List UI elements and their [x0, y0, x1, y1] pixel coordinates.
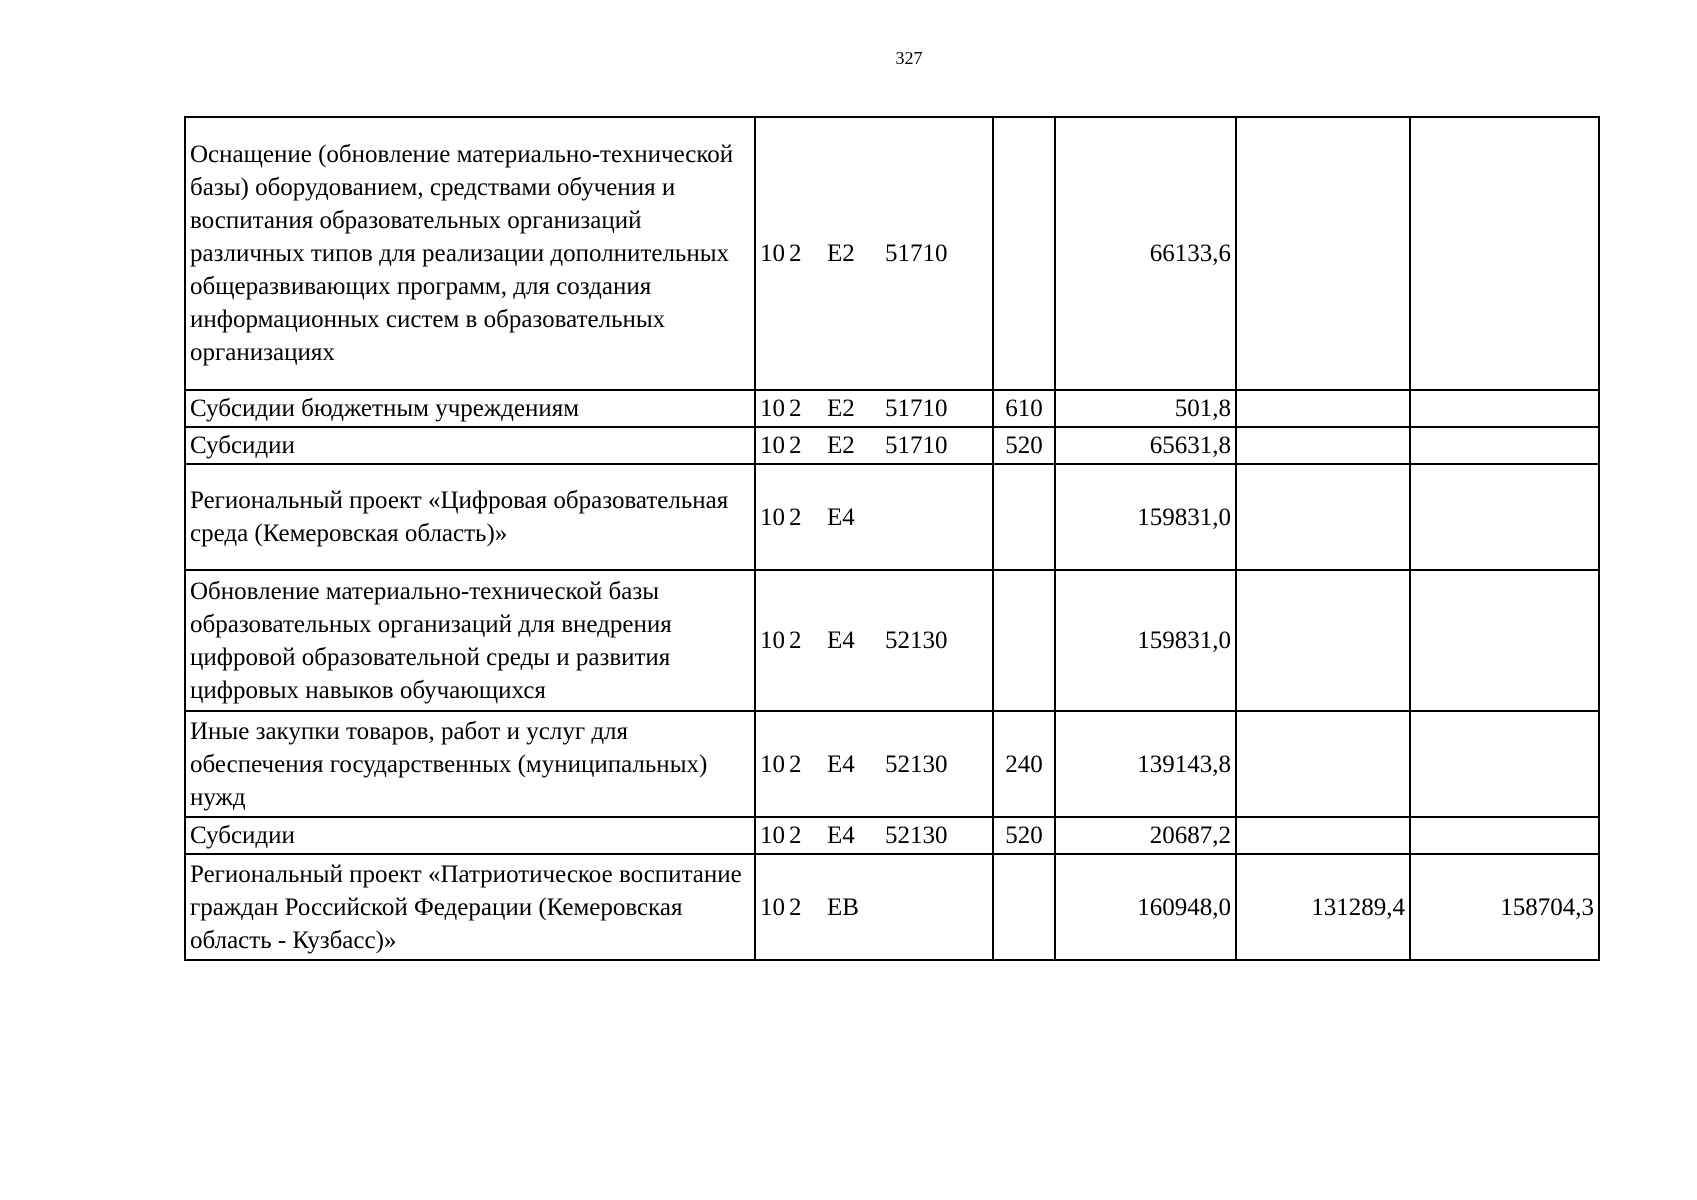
sum-2	[1236, 570, 1410, 711]
project-code: E4	[827, 822, 855, 849]
article-code: 51710	[885, 240, 948, 267]
sum-3	[1410, 427, 1599, 464]
expense-type: 520	[993, 817, 1055, 854]
sum-3: 158704,3	[1410, 854, 1599, 960]
row-name: Региональный проект «Патриотическое воспитание граждан Российской Федерации (Кемеровская область - Кузбасс)»	[185, 854, 755, 960]
sum-2	[1236, 117, 1410, 390]
sum-1: 20687,2	[1055, 817, 1236, 854]
project-code: E4	[827, 503, 855, 531]
row-name: Субсидии	[185, 427, 755, 464]
expense-type	[993, 117, 1055, 390]
project-code: EB	[827, 893, 859, 921]
row-name: Субсидии бюджетным учреждениям	[185, 390, 755, 427]
subsection-code: 2	[789, 750, 802, 778]
row-code	[755, 711, 993, 817]
section-code: 10	[760, 432, 785, 459]
article-code: 51710	[885, 395, 948, 422]
section-code: 10	[760, 240, 785, 267]
budget-table-body	[185, 117, 1599, 960]
expense-type	[993, 854, 1055, 960]
section-code: 10	[760, 395, 785, 422]
sum-1: 501,8	[1055, 390, 1236, 427]
expense-type: 240	[993, 711, 1055, 817]
section-code: 10	[760, 627, 785, 654]
row-code	[755, 570, 993, 711]
project-code: E2	[827, 432, 855, 459]
sum-1: 159831,0	[1055, 570, 1236, 711]
sum-3	[1410, 390, 1599, 427]
page-number: 327	[895, 48, 923, 68]
article-code: 52130	[885, 627, 948, 654]
row-name: Субсидии	[185, 817, 755, 854]
expense-type: 610	[993, 390, 1055, 427]
sum-3	[1410, 570, 1599, 711]
subsection-code: 2	[789, 395, 802, 422]
sum-2	[1236, 390, 1410, 427]
sum-2	[1236, 464, 1410, 570]
subsection-code: 2	[789, 822, 802, 849]
sum-3	[1410, 117, 1599, 390]
table-row	[185, 711, 1599, 817]
subsection-code: 2	[789, 432, 802, 459]
row-name: Иные закупки товаров, работ и услуг для обеспечения государственных (муниципальных) нужд	[185, 711, 755, 817]
table-row	[185, 817, 1599, 854]
project-code: E2	[827, 395, 855, 422]
sum-2	[1236, 427, 1410, 464]
table-row	[185, 117, 1599, 390]
row-name: Региональный проект «Цифровая образовательная среда (Кемеровская область)»	[185, 464, 755, 570]
table-row	[185, 570, 1599, 711]
row-code	[755, 117, 993, 390]
table-row	[185, 464, 1599, 570]
subsection-code: 2	[789, 503, 802, 531]
section-code: 10	[760, 750, 785, 778]
row-name: Оснащение (обновление материально-технической базы) оборудованием, средствами обучения и воспитания образовательных организаций различных типов для реализации дополнительных общеразвивающих программ, для создания информационных систем в образовательных организациях	[185, 117, 755, 390]
table-row	[185, 854, 1599, 960]
expense-type	[993, 570, 1055, 711]
project-code: E2	[827, 240, 855, 267]
row-code	[755, 464, 993, 570]
sum-3	[1410, 817, 1599, 854]
sum-1: 66133,6	[1055, 117, 1236, 390]
row-code	[755, 390, 993, 427]
row-code	[755, 854, 993, 960]
section-code: 10	[760, 893, 785, 921]
budget-table	[184, 116, 1600, 961]
expense-type	[993, 464, 1055, 570]
project-code: E4	[827, 750, 855, 778]
sum-3	[1410, 711, 1599, 817]
sum-1: 159831,0	[1055, 464, 1236, 570]
project-code: E4	[827, 627, 855, 654]
row-name: Обновление материально-технической базы образовательных организаций для внедрения цифровой образовательной среды и развития цифровых навыков обучающихся	[185, 570, 755, 711]
sum-2	[1236, 817, 1410, 854]
sum-2	[1236, 711, 1410, 817]
article-code: 51710	[885, 432, 948, 459]
row-code	[755, 427, 993, 464]
table-row	[185, 390, 1599, 427]
subsection-code: 2	[789, 627, 802, 654]
article-code: 52130	[885, 750, 948, 778]
article-code: 52130	[885, 822, 948, 849]
row-code	[755, 817, 993, 854]
section-code: 10	[760, 822, 785, 849]
sum-3	[1410, 464, 1599, 570]
subsection-code: 2	[789, 240, 802, 267]
expense-type: 520	[993, 427, 1055, 464]
sum-1: 139143,8	[1055, 711, 1236, 817]
sum-1: 65631,8	[1055, 427, 1236, 464]
section-code: 10	[760, 503, 785, 531]
sum-2: 131289,4	[1236, 854, 1410, 960]
table-row	[185, 427, 1599, 464]
sum-1: 160948,0	[1055, 854, 1236, 960]
subsection-code: 2	[789, 893, 802, 921]
